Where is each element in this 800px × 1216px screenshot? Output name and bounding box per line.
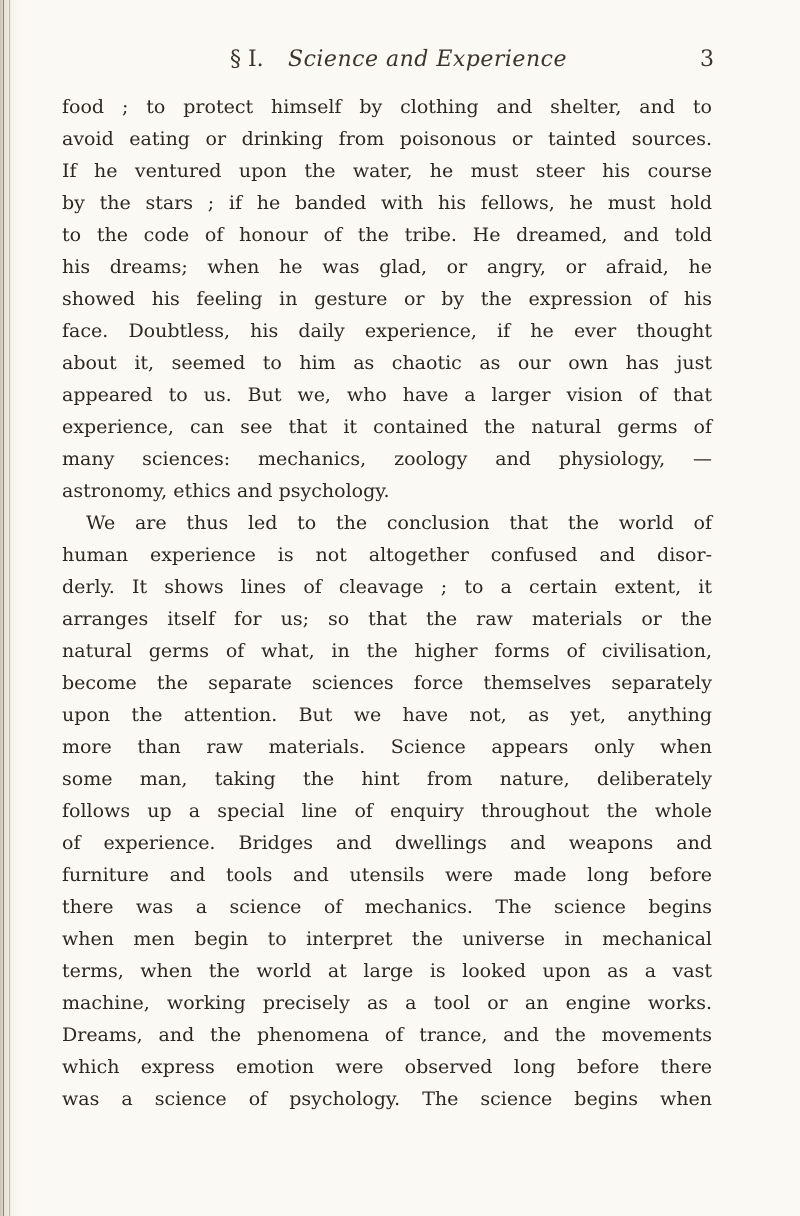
- binding-edge-line: [9, 0, 10, 1216]
- text-line: by the stars ; if he banded with his fellows, he must hold: [62, 192, 712, 214]
- running-head: [230, 40, 714, 80]
- text-line: terms, when the world at large is looked upon as a vast: [62, 960, 712, 982]
- text-line: avoid eating or drinking from poisonous or tainted sources.: [62, 128, 712, 150]
- chapter-title: Science and Experience: [288, 47, 567, 72]
- text-line: some man, taking the hint from nature, deliberately: [62, 768, 712, 790]
- page-number: 3: [700, 47, 714, 72]
- text-line: showed his feeling in gesture or by the expression of his: [62, 288, 712, 310]
- text-line: which express emotion were observed long before there: [62, 1056, 712, 1078]
- text-line: machine, working precisely as a tool or an engine works.: [62, 992, 712, 1014]
- binding-edge-line: [3, 0, 4, 1216]
- text-line: upon the attention. But we have not, as yet, anything: [62, 704, 712, 726]
- text-line: derly. It shows lines of cleavage ; to a certain extent, it: [62, 576, 712, 598]
- text-line: furniture and tools and utensils were made long before: [62, 864, 712, 886]
- text-line: If he ventured upon the water, he must steer his course: [62, 160, 712, 182]
- text-line: there was a science of mechanics. The science begins: [62, 896, 712, 918]
- text-line: human experience is not altogether confused and disor-: [62, 544, 712, 566]
- text-line: astronomy, ethics and psychology.: [62, 480, 390, 502]
- text-line: natural germs of what, in the higher forms of civilisation,: [62, 640, 712, 662]
- text-line: of experience. Bridges and dwellings and weapons and: [62, 832, 712, 854]
- text-line: when men begin to interpret the universe in mechanical: [62, 928, 712, 950]
- text-line: about it, seemed to him as chaotic as our own has just: [62, 352, 712, 374]
- text-line: Dreams, and the phenomena of trance, and the movements: [62, 1024, 712, 1046]
- text-line: appeared to us. But we, who have a larger vision of that: [62, 384, 712, 406]
- text-line: was a science of psychology. The science begins when: [62, 1088, 712, 1110]
- text-line: food ; to protect himself by clothing and shelter, and to: [62, 96, 712, 118]
- body-text: [62, 91, 712, 1115]
- text-line: his dreams; when he was glad, or angry, or afraid, he: [62, 256, 712, 278]
- text-line: follows up a special line of enquiry throughout the whole: [62, 800, 712, 822]
- section-number: § I.: [230, 47, 264, 72]
- text-line: to the code of honour of the tribe. He dreamed, and told: [62, 224, 712, 246]
- text-line: experience, can see that it contained the natural germs of: [62, 416, 712, 438]
- text-line: many sciences: mechanics, zoology and physiology, —: [62, 448, 712, 470]
- text-line: We are thus led to the conclusion that the world of: [86, 512, 712, 534]
- text-line: become the separate sciences force themselves separately: [62, 672, 712, 694]
- text-line: face. Doubtless, his daily experience, if he ever thought: [62, 320, 712, 342]
- text-line: arranges itself for us; so that the raw materials or the: [62, 608, 712, 630]
- text-line: more than raw materials. Science appears only when: [62, 736, 712, 758]
